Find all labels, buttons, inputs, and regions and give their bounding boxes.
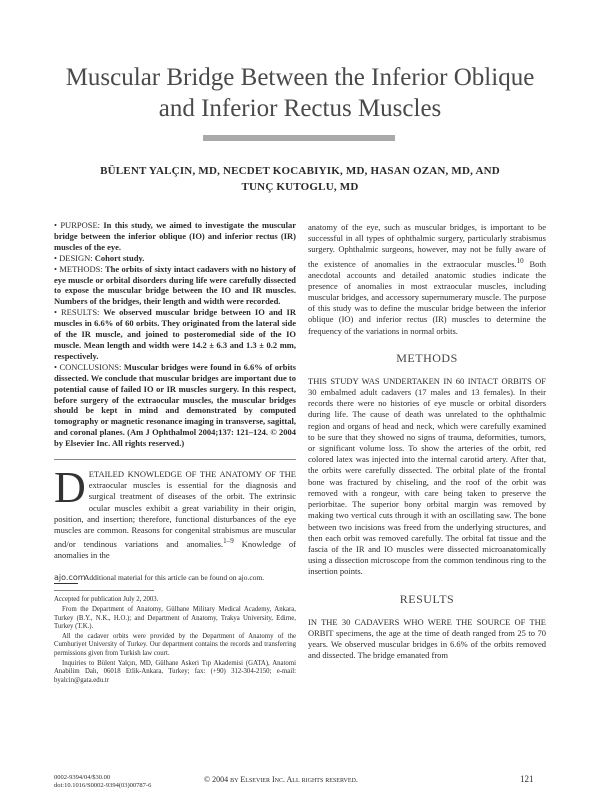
abstract-results: • RESULTS: We observed muscular bridge between IO and IR muscles in 6.6% of 60 orbits. They originated from the lateral side of the IR muscle, and joined to posteromedial side of the IO muscle. Mean length and width were 14.2 ± 6.3 and 1.3 ± 0.2 mm, respectively. [54,307,296,361]
abstract-label: RESULTS: [61,307,100,318]
citation: 1–9 [223,537,234,546]
abstract-label: DESIGN: [59,252,93,263]
results-heading: RESULTS [399,591,455,606]
citation: 10 [516,256,524,265]
note-inquiries: Inquiries to Bülent Yalçın, MD, Gülhane Askeri Tıp Akademisi (GATA), Anatomi Anabilim Dalı, 06018 Etlik-Ankara, Turkey; fax: (+90) 312-304-2150; e-mail: byalcin@gata.edu.tr [54,659,296,684]
title-line-2: and Inferior Rectus Muscles [158,95,442,122]
authors-line-2: TUNÇ KUTOGLU, MD [241,181,359,193]
authors-line-1: BÜLENT YALÇIN, MD, NECDET KOCABIYIK, MD, HASAN OZAN, MD, AND [100,165,500,177]
methods-paragraph: THIS STUDY WAS UNDERTAKEN IN 60 INTACT ORBITS OF 30 embalmed adult cadavers (17 males and 13 females). In their records there were no histories of eye muscle or orbital disorders during life. The cause of death was unrelated to the ophthalmic region and organs of head and neck, which were carefully examined to be sure that they showed no signs of trauma, deformities, tumors, or significant volume loss. To show the arteries of the orbit, red colored latex was injected into the internal carotid artery. After that, the orbits were carefully dissected. The orbital plate of the frontal bone was fractured by chiseling, and the roof of the orbit was removed with a rongeur, with care being taken to preserve the periorbitae. The superior bony orbital margin was removed by making two vertical cuts through it with an oscillating saw. The bone between two incisions was freed from the underlying structures, and then each orbit was removed carefully. The orbital fat tissue and the fascia of the IR and IO muscles were dissected microanatomically using a dissection microscope from the common tendinous ring to the insertion points. [308,375,546,577]
title-divider [203,135,395,141]
results-paragraph: IN THE 30 CADAVERS WHO WERE THE SOURCE OF THE ORBIT specimens, the age at the time of death ranged from 25 to 70 years. We observed muscular bridges in 6.6% of the orbits removed and dissected. The bridge emanated from [308,616,546,661]
intro-paragraph: DETAILED KNOWLEDGE OF THE ANATOMY OF THE extraocular muscles is essential for the diagnosis and surgical treatment of diseases of the orbit. The extrinsic ocular muscles exhibit a great variability in their origin, position, and insertion; therefore, functional disturbances of the eye muscles are common. Reasons for congenital strabismus are muscular and/or tendinous variations and anomalies.$^{1-9}$ Knowledge of anomalies in the [54,463,296,561]
abstract-conclusions: • CONCLUSIONS: Muscular bridges were found in 6.6% of orbits dissected. We conclude that muscular bridges are important due to potential cause of failed IO or IR muscles surgery. In this respect, before surgery of the extraocular muscles, the muscular bridges should be kept in mind and demonstrated by computed tomography or magnetic resonance imaging in transverse, sagittal, and coronal planes. (Am J Ophthalmol 2004;137: 121–124. © 2004 by Elsevier Inc. All rights reserved.) [54,361,296,449]
abstract-methods: • METHODS: The orbits of sixty intact cadavers with no history of eye muscle or orbital disorders during life were carefully dissected to expose the muscular bridge between the IO and IR muscles. Numbers of the bridges, their length and width were recorded. [54,263,297,307]
title-line-1: Muscular Bridge Between the Inferior Oblique [65,64,535,91]
ajo-logo-icon[interactable]: ajo.com [54,572,86,582]
abstract-design: • DESIGN: Cohort study. [54,252,145,263]
methods-heading: METHODS [396,350,458,365]
abstract-label: PURPOSE: [60,220,101,230]
supplement-note [54,571,296,585]
supplement-text: Additional material for this article can be found on ajo.com. [84,573,265,583]
abstract-divider [54,459,296,460]
issn: 0002-9394/04/$30.00 [54,774,111,781]
note-affiliation: From the Department of Anatomy, Gülhane Military Medical Academy, Ankara, Turkey (B.Y., N.K., H.O.); and Department of Anatomy, Trakya University, Edirne, Turkey (T.K.). [54,606,296,631]
doi: doi:10.1016/S0002-9394(03)00787-6 [54,782,152,789]
footnotes [54,596,296,685]
page-number: 121 [520,774,534,784]
abstract-label: METHODS: [59,263,103,274]
left-column [54,220,296,686]
drop-cap: D [54,463,86,513]
footer-copyright: © 2004 by Elsevier Inc. All rights reserved. [204,775,358,784]
footer-identifiers [54,774,151,790]
abstract-purpose: • PURPOSE: In this study, we aimed to investigate the muscular bridge between the inferior oblique (IO) and inferior rectus (IR) muscles of the eye. [54,220,297,252]
abstract-label: CONCLUSIONS: [59,361,122,372]
article-title [30,62,570,124]
right-column [308,222,546,661]
notes-divider [54,590,154,591]
abstract [54,220,296,449]
author-list [40,163,560,195]
intro-continuation: anatomy of the eye, such as muscular bridges, is important to be successful in all types of ophthalmic surgery, particularly strabismus surgery. Ophthalmic surgeons, however, may not be fully aware of the existence of anomalies in the extraocular muscles.$^{10}$ Both anecdotal accounts and detailed anatomic studies indicate the presence of anomalies in most extraocular muscles, including muscular bridges, and accessory supernumerary muscle. The purpose of this study was to define the muscular bridge between the inferior oblique (IO) and inferior rectus (IR) muscles to determine the frequency of the variations in normal orbits. [308,222,546,336]
note-accepted: Accepted for publication July 2, 2003. [54,596,159,604]
note-provenance: All the cadaver orbits were provided by the Department of Anatomy of the Cumhuriyet University of Turkey. Our department contains the records and transferring permissions given from Turkish law court. [54,632,296,658]
